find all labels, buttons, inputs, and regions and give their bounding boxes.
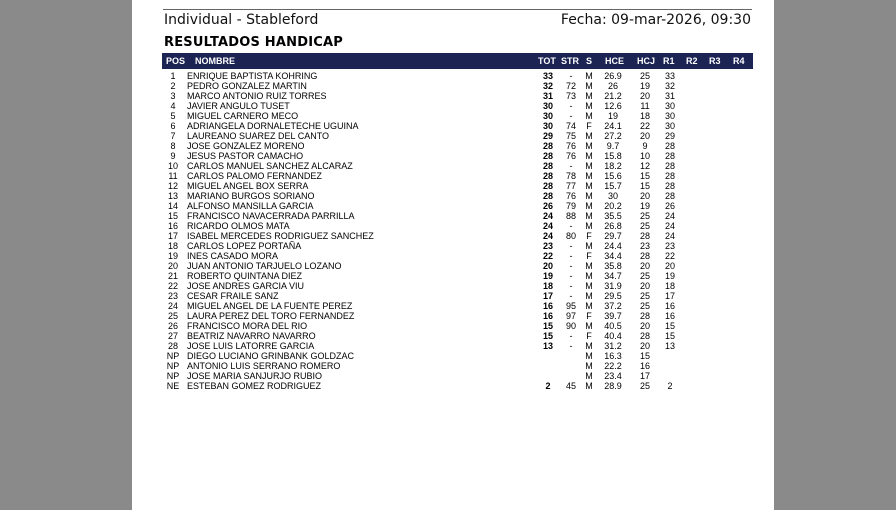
cell-name: ESTEBAN GOMEZ RODRIGUEZ <box>187 381 322 391</box>
cell-hce: 27.2 <box>604 131 622 141</box>
cell-name: MIGUEL CARNERO MECO <box>187 111 299 121</box>
cell-tot: 28 <box>542 171 553 181</box>
cell-hcj: 25 <box>639 301 650 311</box>
cell-name: LAURA PEREZ DEL TORO FERNANDEZ <box>187 311 355 321</box>
header-str: STR <box>561 56 579 66</box>
cell-name: CESAR FRAILE SANZ <box>187 291 279 301</box>
table-row <box>162 121 753 131</box>
cell-tot: 28 <box>542 191 553 201</box>
cell-r1: 2 <box>667 381 673 391</box>
cell-hcj: 12 <box>639 161 650 171</box>
cell-sex: M <box>585 81 593 91</box>
cell-pos: NE <box>166 381 180 391</box>
cell-tot: 24 <box>542 211 553 221</box>
cell-name: ENRIQUE BAPTISTA KOHRING <box>187 71 318 81</box>
table-row <box>162 371 753 381</box>
cell-pos: 20 <box>167 261 178 271</box>
cell-sex: M <box>585 261 593 271</box>
cell-r1: 30 <box>664 121 675 131</box>
cell-str: - <box>569 281 573 291</box>
cell-tot: 24 <box>542 221 553 231</box>
cell-tot: 16 <box>542 311 553 321</box>
cell-sex: M <box>585 271 593 281</box>
cell-pos: 24 <box>167 301 178 311</box>
cell-hcj: 19 <box>639 201 650 211</box>
cell-hce: 24.1 <box>604 121 622 131</box>
cell-r1: 30 <box>664 111 675 121</box>
cell-pos: 22 <box>167 281 178 291</box>
table-row <box>162 251 753 261</box>
table-row <box>162 101 753 111</box>
table-row <box>162 151 753 161</box>
cell-hce: 35.5 <box>604 211 622 221</box>
table-row <box>162 271 753 281</box>
table-row <box>162 71 753 81</box>
cell-sex: M <box>585 181 593 191</box>
cell-sex: F <box>586 251 592 261</box>
cell-tot: 28 <box>542 161 553 171</box>
cell-str: - <box>569 341 573 351</box>
cell-str: 77 <box>565 181 576 191</box>
table-row <box>162 171 753 181</box>
cell-name: FRANCISCO NAVACERRADA PARRILLA <box>187 211 355 221</box>
cell-name: JOSE LUIS LATORRE GARCIA <box>187 341 315 351</box>
results-table <box>162 53 753 391</box>
cell-r1: 31 <box>664 91 675 101</box>
table-row <box>162 111 753 121</box>
cell-r1: 23 <box>664 241 675 251</box>
cell-str: 72 <box>565 81 576 91</box>
cell-sex: M <box>585 321 593 331</box>
cell-name: JOSE GONZALEZ MORENO <box>187 141 305 151</box>
cell-r1: 19 <box>664 271 675 281</box>
cell-tot: 30 <box>542 121 553 131</box>
cell-sex: F <box>586 231 592 241</box>
cell-hcj: 17 <box>639 371 650 381</box>
table-row <box>162 131 753 141</box>
cell-hce: 21.2 <box>604 91 622 101</box>
cell-pos: NP <box>166 371 180 381</box>
cell-hce: 35.8 <box>604 261 622 271</box>
cell-tot: 28 <box>542 181 553 191</box>
cell-pos: 12 <box>167 181 178 191</box>
cell-name: CARLOS PALOMO FERNANDEZ <box>187 171 322 181</box>
cell-str: 90 <box>565 321 576 331</box>
table-row <box>162 361 753 371</box>
cell-hce: 30 <box>607 191 618 201</box>
cell-str: 78 <box>565 171 576 181</box>
header-s: S <box>586 56 593 66</box>
cell-str: 95 <box>565 301 576 311</box>
cell-str: - <box>569 261 573 271</box>
table-row <box>162 331 753 341</box>
cell-name: LAUREANO SUAREZ DEL CANTO <box>187 131 330 141</box>
cell-tot: 29 <box>542 131 553 141</box>
table-row <box>162 341 753 351</box>
cell-r1: 29 <box>664 131 675 141</box>
cell-pos: 10 <box>167 161 178 171</box>
header-r4: R4 <box>733 56 745 66</box>
table-row <box>162 221 753 231</box>
cell-str: - <box>569 101 573 111</box>
cell-r1: 32 <box>664 81 675 91</box>
cell-hcj: 10 <box>639 151 650 161</box>
table-row <box>162 301 753 311</box>
cell-tot: 15 <box>542 331 553 341</box>
cell-hcj: 25 <box>639 71 650 81</box>
cell-pos: 5 <box>170 111 176 121</box>
cell-str: - <box>569 71 573 81</box>
cell-tot: 26 <box>542 201 553 211</box>
cell-pos: NP <box>166 351 180 361</box>
cell-hcj: 20 <box>639 191 650 201</box>
cell-hce: 16.3 <box>604 351 622 361</box>
cell-r1: 33 <box>664 71 675 81</box>
cell-hce: 29.5 <box>604 291 622 301</box>
cell-tot: 28 <box>542 151 553 161</box>
cell-name: ADRIANGELA DORNALETECHE UGUINA <box>187 121 359 131</box>
cell-str: 79 <box>565 201 576 211</box>
cell-r1: 28 <box>664 181 675 191</box>
cell-r1: 20 <box>664 261 675 271</box>
cell-hcj: 20 <box>639 261 650 271</box>
cell-hce: 22.2 <box>604 361 622 371</box>
cell-pos: 11 <box>168 171 178 181</box>
table-row <box>162 81 753 91</box>
table-row <box>162 281 753 291</box>
cell-pos: 1 <box>170 71 176 81</box>
cell-tot: 28 <box>542 141 553 151</box>
cell-str: - <box>569 331 573 341</box>
cell-tot: 15 <box>542 321 553 331</box>
cell-r1: 24 <box>664 231 675 241</box>
cell-pos: 9 <box>170 151 176 161</box>
cell-hce: 29.7 <box>604 231 622 241</box>
header-nombre: NOMBRE <box>195 56 235 66</box>
cell-hcj: 25 <box>639 381 650 391</box>
cell-hcj: 18 <box>639 111 650 121</box>
cell-hce: 18.2 <box>604 161 622 171</box>
cell-tot: 24 <box>542 231 553 241</box>
cell-hce: 28.9 <box>604 381 622 391</box>
cell-pos: 8 <box>170 141 176 151</box>
table-body <box>162 69 753 391</box>
cell-sex: M <box>585 71 593 81</box>
cell-sex: M <box>585 191 593 201</box>
cell-hcj: 11 <box>640 101 650 111</box>
cell-str: 76 <box>565 141 576 151</box>
cell-name: ALFONSO MANSILLA GARCIA <box>187 201 314 211</box>
cell-name: INES CASADO MORA <box>187 251 279 261</box>
cell-sex: M <box>585 171 593 181</box>
cell-name: JUAN ANTONIO TARJUELO LOZANO <box>187 261 342 271</box>
cell-pos: 23 <box>167 291 178 301</box>
table-row <box>162 321 753 331</box>
cell-tot: 23 <box>542 241 553 251</box>
cell-sex: M <box>585 101 593 111</box>
table-row <box>162 311 753 321</box>
cell-hcj: 20 <box>639 281 650 291</box>
cell-tot: 31 <box>542 91 553 101</box>
cell-hcj: 25 <box>639 271 650 281</box>
cell-name: ROBERTO QUINTANA DIEZ <box>187 271 303 281</box>
cell-tot: 30 <box>542 111 553 121</box>
cell-pos: 17 <box>167 231 178 241</box>
header-r3: R3 <box>709 56 721 66</box>
section-title: RESULTADOS HANDICAP <box>164 35 343 50</box>
cell-name: CARLOS LOPEZ PORTAÑA <box>187 241 302 251</box>
cell-pos: 3 <box>170 91 176 101</box>
cell-str: 45 <box>565 381 576 391</box>
cell-hcj: 28 <box>639 311 650 321</box>
cell-sex: M <box>585 111 593 121</box>
cell-hce: 20.2 <box>604 201 622 211</box>
cell-sex: F <box>586 121 592 131</box>
cell-hce: 31.2 <box>604 341 622 351</box>
table-row <box>162 291 753 301</box>
cell-hcj: 28 <box>639 331 650 341</box>
cell-sex: M <box>585 91 593 101</box>
cell-pos: 26 <box>167 321 178 331</box>
table-row <box>162 91 753 101</box>
table-row <box>162 381 753 391</box>
competition-date: Fecha: 09-mar-2026, 09:30 <box>560 12 751 28</box>
cell-str: 76 <box>565 191 576 201</box>
cell-str: 75 <box>565 131 576 141</box>
header-r1: R1 <box>663 56 675 66</box>
cell-hcj: 20 <box>639 131 650 141</box>
cell-r1: 30 <box>664 101 675 111</box>
cell-str: - <box>569 221 573 231</box>
cell-hcj: 25 <box>639 291 650 301</box>
cell-r1: 28 <box>664 161 675 171</box>
cell-tot: 32 <box>542 81 553 91</box>
cell-r1: 24 <box>664 211 675 221</box>
cell-hce: 24.4 <box>604 241 622 251</box>
cell-name: CARLOS MANUEL SANCHEZ ALCARAZ <box>187 161 353 171</box>
cell-tot: 16 <box>542 301 553 311</box>
cell-name: DIEGO LUCIANO GRINBANK GOLDZAC <box>187 351 355 361</box>
cell-sex: M <box>585 201 593 211</box>
cell-hce: 39.7 <box>604 311 622 321</box>
cell-name: JOSE ANDRES GARCIA VIU <box>187 281 305 291</box>
cell-sex: F <box>586 331 592 341</box>
cell-name: BEATRIZ NAVARRO NAVARRO <box>187 331 316 341</box>
cell-str: - <box>569 111 573 121</box>
cell-name: MARIANO BURGOS SORIANO <box>187 191 315 201</box>
cell-hcj: 25 <box>639 211 650 221</box>
cell-hcj: 20 <box>639 341 650 351</box>
cell-hce: 34.7 <box>604 271 622 281</box>
cell-hce: 37.2 <box>604 301 622 311</box>
cell-tot: 13 <box>542 341 553 351</box>
cell-tot: 33 <box>542 71 553 81</box>
header-tot: TOT <box>538 56 556 66</box>
cell-pos: 21 <box>167 271 178 281</box>
cell-sex: M <box>585 161 593 171</box>
cell-str: - <box>569 271 573 281</box>
cell-hcj: 16 <box>639 361 650 371</box>
cell-name: ISABEL MERCEDES RODRIGUEZ SANCHEZ <box>187 231 374 241</box>
cell-r1: 26 <box>664 201 675 211</box>
cell-str: - <box>569 161 573 171</box>
cell-tot: 30 <box>542 101 553 111</box>
cell-pos: 14 <box>167 201 178 211</box>
cell-name: ANTONIO LUIS SERRANO ROMERO <box>187 361 341 371</box>
cell-tot: 18 <box>542 281 553 291</box>
cell-hcj: 19 <box>639 81 650 91</box>
cell-hcj: 28 <box>639 251 650 261</box>
cell-r1: 28 <box>664 141 675 151</box>
cell-name: JAVIER ANGULO TUSET <box>187 101 290 111</box>
cell-hce: 26.9 <box>604 71 622 81</box>
cell-pos: 7 <box>170 131 176 141</box>
cell-r1: 15 <box>664 321 675 331</box>
header-r2: R2 <box>686 56 698 66</box>
cell-hce: 34.4 <box>604 251 622 261</box>
cell-sex: F <box>586 311 592 321</box>
cell-hcj: 20 <box>639 321 650 331</box>
table-row <box>162 141 753 151</box>
cell-sex: M <box>585 341 593 351</box>
cell-sex: M <box>585 381 593 391</box>
cell-sex: M <box>585 241 593 251</box>
cell-r1: 28 <box>664 171 675 181</box>
table-row <box>162 261 753 271</box>
cell-pos: 28 <box>167 341 178 351</box>
cell-name: MIGUEL ANGEL DE LA FUENTE PEREZ <box>187 301 353 311</box>
cell-tot: 17 <box>542 291 553 301</box>
cell-tot: 22 <box>542 251 553 261</box>
cell-pos: 19 <box>167 251 178 261</box>
cell-r1: 22 <box>664 251 675 261</box>
cell-hcj: 20 <box>639 91 650 101</box>
cell-hcj: 15 <box>639 351 650 361</box>
cell-hcj: 9 <box>642 141 648 151</box>
cell-hce: 26.8 <box>604 221 622 231</box>
cell-name: RICARDO OLMOS MATA <box>187 221 290 231</box>
cell-pos: 15 <box>167 211 178 221</box>
cell-tot: 20 <box>542 261 553 271</box>
cell-hce: 19 <box>607 111 618 121</box>
cell-r1: 18 <box>664 281 675 291</box>
cell-r1: 28 <box>664 151 675 161</box>
table-row <box>162 241 753 251</box>
cell-hce: 15.6 <box>604 171 622 181</box>
cell-pos: 13 <box>167 191 178 201</box>
cell-str: 88 <box>565 211 576 221</box>
cell-hce: 15.8 <box>604 151 622 161</box>
cell-pos: 18 <box>167 241 178 251</box>
table-header <box>162 53 753 69</box>
cell-hcj: 23 <box>639 241 650 251</box>
cell-str: 97 <box>565 311 576 321</box>
cell-sex: M <box>585 141 593 151</box>
cell-hce: 12.6 <box>604 101 622 111</box>
cell-pos: 25 <box>167 311 178 321</box>
cell-hce: 26 <box>607 81 618 91</box>
cell-pos: NP <box>166 361 180 371</box>
cell-str: 73 <box>565 91 576 101</box>
header-pos: POS <box>166 56 186 66</box>
cell-hce: 40.5 <box>604 321 622 331</box>
cell-sex: M <box>585 301 593 311</box>
top-rule <box>163 9 752 10</box>
document-page <box>132 0 774 510</box>
cell-r1: 16 <box>664 311 675 321</box>
cell-sex: M <box>585 221 593 231</box>
cell-pos: 2 <box>170 81 176 91</box>
cell-str: - <box>569 241 573 251</box>
cell-sex: M <box>585 371 593 381</box>
cell-r1: 15 <box>664 331 675 341</box>
cell-sex: M <box>585 281 593 291</box>
header-hce: HCE <box>605 56 625 66</box>
cell-name: MARCO ANTONIO RUIZ TORRES <box>187 91 327 101</box>
cell-hce: 15.7 <box>604 181 622 191</box>
table-row <box>162 351 753 361</box>
cell-hcj: 28 <box>639 231 650 241</box>
cell-sex: M <box>585 291 593 301</box>
cell-str: 74 <box>565 121 576 131</box>
cell-hce: 23.4 <box>604 371 622 381</box>
cell-sex: M <box>585 361 593 371</box>
cell-pos: 16 <box>167 221 178 231</box>
competition-title: Individual - Stableford <box>164 12 319 28</box>
cell-hce: 9.7 <box>606 141 620 151</box>
cell-hcj: 25 <box>639 221 650 231</box>
cell-str: - <box>569 291 573 301</box>
cell-tot: 19 <box>542 271 553 281</box>
table-row <box>162 191 753 201</box>
cell-sex: M <box>585 131 593 141</box>
header-hcj: HCJ <box>637 56 656 66</box>
cell-str: 80 <box>565 231 576 241</box>
cell-hcj: 22 <box>639 121 650 131</box>
cell-hce: 40.4 <box>604 331 622 341</box>
cell-name: JESUS PASTOR CAMACHO <box>187 151 304 161</box>
cell-str: 76 <box>565 151 576 161</box>
cell-r1: 16 <box>664 301 675 311</box>
cell-sex: M <box>585 351 593 361</box>
cell-pos: 4 <box>170 101 176 111</box>
cell-r1: 28 <box>664 191 675 201</box>
cell-pos: 6 <box>170 121 176 131</box>
cell-hce: 31.9 <box>604 281 622 291</box>
cell-tot: 2 <box>545 381 551 391</box>
cell-r1: 13 <box>664 341 675 351</box>
cell-name: FRANCISCO MORA DEL RIO <box>187 321 308 331</box>
table-row <box>162 231 753 241</box>
cell-sex: M <box>585 151 593 161</box>
cell-pos: 27 <box>167 331 178 341</box>
cell-sex: M <box>585 211 593 221</box>
table-row <box>162 201 753 211</box>
cell-str: - <box>569 251 573 261</box>
cell-name: PEDRO GONZALEZ MARTIN <box>187 81 307 91</box>
table-row <box>162 181 753 191</box>
table-row <box>162 211 753 221</box>
cell-r1: 24 <box>664 221 675 231</box>
cell-r1: 17 <box>664 291 675 301</box>
cell-hcj: 15 <box>639 181 650 191</box>
cell-name: JOSE MARIA SANJURJO RUBIO <box>187 371 323 381</box>
cell-hcj: 15 <box>639 171 650 181</box>
table-row <box>162 161 753 171</box>
cell-name: MIGUEL ANGEL BOX SERRA <box>187 181 309 191</box>
